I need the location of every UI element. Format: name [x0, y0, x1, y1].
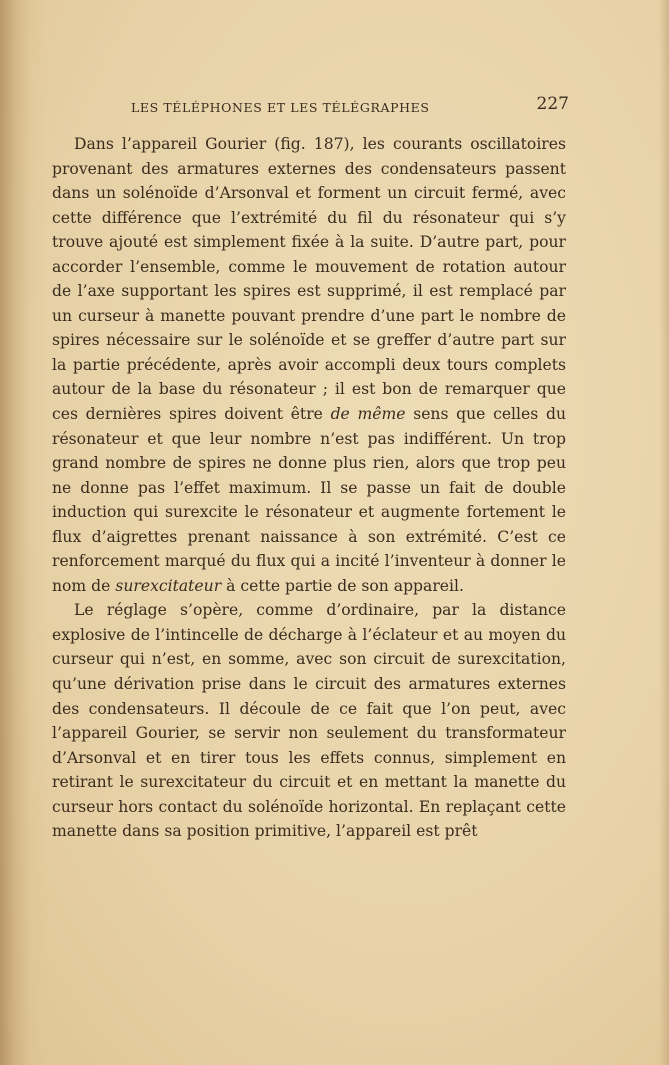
paragraph-2: Le réglage s’opère, comme d’ordinaire, par la distance explosive de l’intincelle de décharge à l’éclateur et au moyen du curseur qui n’est, en somme, avec son circuit de surexcitation, qu’une dérivation prise dans le circuit des armatures externes des condensateurs. Il découle de ce fait que l’on peut, avec l’appareil Gourier, se servir non seulement du transformateur d’Arsonval et en tirer tous les effets connus, simplement en retirant le surexcitateur du circuit et en mettant la manette du curseur hors contact du solénoïde horizontal. En replaçant cette manette dans sa position primitive, l’appareil est prêt: [52, 601, 566, 841]
paragraph-1-text-c: à cette partie de son appareil.: [221, 576, 464, 595]
body-text: [52, 132, 566, 844]
paragraph-1-text-b: sens que celles du résonateur et que leur nombre n’est pas indifférent. Un trop grand nombre de spires ne donne plus rien, alors que trop peu ne donne pas l’effet maximum. Il se passe un fait de double induction qui surexcite le résonateur et augmente fortement le flux d’aigrettes prenant naissance à son extrémité. C’est ce renforcement marqué du flux qui a incité l’inventeur à donner le nom de: [52, 405, 566, 595]
running-head: LES TÉLÉPHONES ET LES TÉLÉGRAPHES: [131, 100, 430, 115]
italic-de-meme: de même: [330, 405, 406, 424]
paragraph-1-text-a: Dans l’appareil Gourier (fig. 187), les courants oscillatoires provenant des armatures externes des condensateurs passent dans un solénoïde d’Arsonval et forment un circuit fermé, avec cette différence que l’extrémité du fil du résonateur qui s’y trouve ajouté est simplement fixée à la suite. D’autre part, pour accorder l’ensemble, comme le mouvement de rotation autour de l’axe supportant les spires est supprimé, il est remplacé par un curseur à manette pouvant prendre d’une part le nombre de spires nécessaire sur le solénoïde et se greffer d’autre part sur la partie précédente, après avoir accompli deux tours complets autour de la base du résonateur ; il est bon de remarquer que ces dernières spires doivent être: [52, 135, 566, 424]
italic-surexcitateur: surexcitateur: [115, 576, 222, 595]
page-number: 227: [536, 94, 569, 114]
paragraph-1: [52, 132, 566, 598]
